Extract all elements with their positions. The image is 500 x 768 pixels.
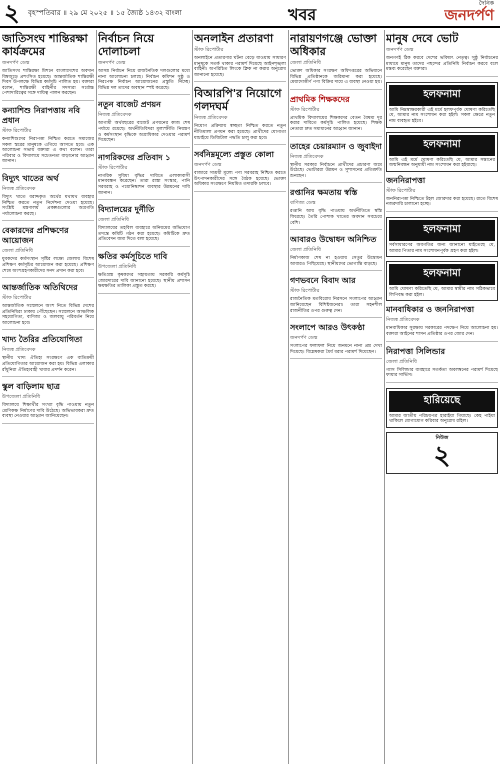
body-text: বিদ্যুৎ খাতে বরাদ্দকৃত অর্থের যথাযথ ব্যবহার নিশ্চিত করতে নতুন নির্দেশনা দেওয়া হয়েছে। সংশ্লিষ্ট মন্ত্রণালয় প্রকল্পগুলোর অগ্রগতি পর্যালোচনা করছে।	[2, 194, 94, 217]
byline: উপজেলা প্রতিনিধি	[2, 394, 41, 401]
logo-small: দৈনিক	[478, 0, 494, 7]
headline: সংলাপে আরও উৎকণ্ঠা	[290, 323, 365, 333]
body-text: বিদ্যালয়ের তহবিল ব্যবহারে অনিয়মের অভিযোগ তদন্তে কমিটি গঠন করা হয়েছে। কমিটিকে দ্রুত প্রতিবেদন জমা দিতে বলা হয়েছে।	[98, 226, 190, 243]
article	[98, 100, 190, 147]
body-text: জাতিসংঘ শান্তিরক্ষা মিশনে বাংলাদেশের অবদান বিশ্বজুড়ে প্রশংসিত হয়েছে। আন্তর্জাতিক শান্তিরক্ষী দিবস উপলক্ষে বিভিন্ন কর্মসূচি পালিত হয়। বক্তারা বলেন, শান্তিরক্ষী বাহিনীর সদস্যরা সর্বোচ্চ পেশাদারিত্বের সঙ্গে দায়িত্ব পালন করছেন।	[2, 69, 94, 97]
body-text: ভোক্তা অধিকার সংরক্ষণ অধিদপ্তরের অভিযানে বিভিন্ন প্রতিষ্ঠানকে জরিমানা করা হয়েছে। মেয়াদোত্তীর্ণ পণ্য বিক্রির দায়ে এ ব্যবস্থা নেওয়া হয়।	[290, 69, 382, 86]
article	[290, 323, 382, 359]
byline: নিজস্ব প্রতিবেদক	[386, 317, 420, 324]
byline: নিজস্ব প্রতিবেদক	[2, 185, 36, 192]
lost-ad	[386, 388, 498, 428]
headline: বিদ্যালয়ের দুর্নীতি	[98, 205, 155, 215]
column-4	[290, 30, 382, 764]
headline: জননিরাপত্তা	[386, 175, 426, 185]
logo-main: জনদর্পণ	[444, 6, 494, 24]
article	[98, 252, 190, 294]
notice-body: আমি নিম্নস্বাক্ষরকারী এই মর্মে হলফপূর্বক ঘোষণা করিতেছি যে, আমার নাম সংশোধন করা হইল। সকল ক্ষেত্রে নতুন নাম ব্যবহৃত হইবে।	[389, 107, 495, 124]
article	[98, 205, 190, 247]
column-2	[98, 30, 190, 764]
headline: প্রাথমিক শিক্ষকদের	[290, 94, 350, 104]
headline: খাদ্য তৈরির প্রতিযোগিতা	[2, 335, 83, 345]
headline: নারায়ণগঞ্জে ভোক্তা অধিকার	[290, 32, 377, 58]
headline: আন্তর্জাতিক অতিথিদের	[2, 283, 78, 293]
article	[2, 106, 94, 169]
article	[290, 142, 382, 184]
headline: কন্যাশিশু নিরাপত্তায় নবি প্রধান	[2, 105, 80, 125]
headline: বেকারদের প্রশিক্ষণের আয়োজন	[2, 226, 69, 246]
article	[386, 305, 498, 341]
headline: জাতিসংঘ শান্তিরক্ষা কার্যক্রমের	[2, 32, 88, 58]
body-text: প্রাথমিক বিদ্যালয়ের শিক্ষকদের বেতন বৈষম্য দূর করার দাবিতে কর্মসূচি পালিত হয়েছে। শিক্ষক নেতারা দ্রুত সমাধানের আহ্বান জানান।	[290, 115, 382, 132]
body-text: জনগণই ঠিক করবে দেশের ভবিষ্যৎ নেতৃত্ব। সুষ্ঠু নির্বাচনের মাধ্যমে মানুষ তাদের পছন্দের প্রতিনিধি নির্বাচন করবে বলে মন্তব্য করেছেন বক্তারা।	[386, 56, 498, 73]
byline: জেলা প্রতিনিধি	[98, 217, 129, 224]
article	[194, 150, 286, 192]
article	[290, 95, 382, 137]
body-text: যুবকদের কর্মসংস্থান সৃষ্টির লক্ষ্যে জেলায় বিশেষ প্রশিক্ষণ কর্মসূচির আয়োজন করা হয়েছে। প্রশিক্ষণ শেষে অংশগ্রহণকারীদের সনদ প্রদান করা হবে।	[2, 257, 94, 274]
byline: স্টাফ রিপোর্টার	[386, 187, 416, 194]
body-text: কন্যাশিশুদের নিরাপত্তা নিশ্চিত করতে সমাজের সকল স্তরের মানুষকে এগিয়ে আসতে হবে। এক আলোচনা সভায় বক্তারা এ কথা বলেন। তারা পরিবার ও বিদ্যালয়ে সচেতনতা বাড়ানোর আহ্বান জানান।	[2, 136, 94, 165]
headline: মানবাধিকার ও জননিরাপত্তা	[386, 305, 475, 315]
article	[2, 174, 94, 221]
headline: তাহের চেয়ারম্যান ও জুবাইদা	[290, 141, 382, 151]
headline: বিআরপি'র নিয়োগে গলদঘর্ম	[194, 87, 282, 114]
page-number: ২	[4, 0, 20, 27]
body-text: আসন্ন নির্বাচন নিয়ে রাজনৈতিক দলগুলোর মধ্যে নানা আলোচনা চলছে। নির্বাচন কমিশন সুষ্ঠু ও নিরপেক্ষ নির্বাচন আয়োজনের প্রস্তুতি নিচ্ছে। বিভিন্ন দল তাদের অবস্থান স্পষ্ট করেছে।	[98, 69, 190, 91]
byline: নিজস্ব প্রতিবেদক	[98, 112, 132, 119]
headline: নাগরিকদের প্রতিবাদ ১	[98, 152, 171, 162]
notice-title: হলফনামা	[389, 220, 495, 241]
byline: জেলা প্রতিনিধি	[386, 358, 417, 365]
body-text: সংলাপের ফলাফল নিয়ে জনমনে নানা প্রশ্ন দেখা দিয়েছে। বিশ্লেষকরা ধৈর্য ধরার পরামর্শ দিয়েছেন।	[290, 344, 382, 355]
byline: জনদর্পণ ডেস্ক	[98, 60, 126, 66]
byline: বাণিজ্য ডেস্ক	[290, 200, 316, 207]
body-text: নাগরিক সুবিধা বৃদ্ধির দাবিতে এলাকাবাসী মানববন্ধন করেছেন। তারা রাস্তা সংস্কার, পানি সরবরাহ ও পয়োনিষ্কাশন ব্যবস্থার উন্নয়নের দাবি জানান।	[98, 173, 190, 196]
notice-box	[386, 132, 498, 172]
article	[386, 32, 498, 77]
section-title: খবর	[288, 5, 317, 24]
article	[2, 283, 94, 330]
headline: স্কুল বাড়িলাম ছাত্র	[2, 382, 60, 392]
dateline: বৃহস্পতিবার ॥ ২৯ মে ২০২৫ ॥ ১৫ জ্যৈষ্ঠ ১৪৩২ বাংলা	[28, 9, 182, 17]
headline: গণভবনে বিবাদ আর	[290, 276, 356, 286]
headline: ক্ষতির কর্মসূচিতে দাবি	[98, 251, 168, 261]
byline: স্টাফ রিপোর্টার	[2, 127, 32, 134]
article	[290, 235, 382, 271]
headline: আবারও উদ্বোধন অনিশ্চিত	[290, 235, 377, 245]
body-text: ক্ষতিগ্রস্ত কৃষকদের সহায়তায় সরকারি কর্মসূচি জোরদারের দাবি জানানো হয়েছে। স্থানীয় প্রশাসন ক্ষয়ক্ষতির তালিকা প্রস্তুত করছে।	[98, 272, 190, 290]
column-divider	[384, 30, 385, 764]
body-text: বিদ্যালয়ে শিক্ষার্থীর সংখ্যা বৃদ্ধি পাওয়ায় নতুন শ্রেণিকক্ষ নির্মাণের দাবি উঠেছে। অভিভাবকরা দ্রুত ব্যবস্থা নেওয়ার আহ্বান জানিয়েছেন।	[2, 403, 94, 420]
column-divider	[96, 30, 97, 764]
body-text: আগামী অর্থবছরের বাজেট প্রণয়নের কাজ শেষ পর্যায়ে রয়েছে। অর্থনীতিবিদরা মূল্যস্ফীতি নিয়ন্ত্রণ ও কর্মসংস্থান বৃদ্ধিকে অগ্রাধিকার দেওয়ার পরামর্শ দিয়েছেন।	[98, 121, 190, 144]
article	[194, 87, 286, 145]
body-text: গ্যাস সিলিন্ডার ব্যবহারে সতর্কতা অবলম্বনের পরামর্শ দিয়েছে ফায়ার সার্ভিস।	[386, 367, 498, 379]
notice-title: হলফনামা	[389, 135, 495, 156]
article	[290, 276, 382, 318]
column-divider	[192, 30, 193, 764]
byline: জেলা প্রতিনিধি	[290, 247, 321, 254]
byline: জনদর্পণ ডেস্ক	[2, 60, 30, 66]
body-text: স্থানীয় সরকার নির্বাচনে প্রার্থীদের প্রচারণা জমে উঠেছে। ভোটাররা উন্নয়ন ও সুশাসনের প্রতিশ্রুতি শুনছেন।	[290, 162, 382, 179]
headline: নির্বাচন নিয়ে দোলাচলা	[98, 32, 154, 58]
headline: বিদ্যুৎ খাতের অর্থ	[2, 173, 59, 183]
headline: নতুন বাজেট প্রণয়ন	[98, 100, 161, 110]
byline: স্টাফ রিপোর্টার	[290, 288, 320, 295]
column-divider	[288, 30, 289, 764]
byline: স্টাফ রিপোর্টার	[194, 47, 224, 53]
notice-box	[386, 261, 498, 301]
masthead	[0, 0, 500, 28]
body-text: নির্মাণকাজ শেষ না হওয়ায় সেতুর উদ্বোধন আবারও পিছিয়েছে। স্থানীয়দের ভোগান্তি বাড়ছে।	[290, 256, 382, 267]
lost-ad-title: হারিয়েছে	[389, 391, 495, 412]
article	[2, 32, 94, 101]
byline: জনদর্পণ ডেস্ক	[194, 162, 222, 169]
byline: স্টাফ রিপোর্টার	[290, 106, 320, 113]
headline: সর্বনিম্নমূল্যে প্রস্তুত কোলা	[194, 150, 274, 160]
lost-ad-body: আমার জাতীয় পরিচয়পত্র হারাইয়া গিয়াছে। কেহ পাইয়া থাকিলে যোগাযোগ করিবার অনুরোধ রহিল।	[389, 413, 495, 425]
notice-title: হলফনামা	[389, 264, 495, 285]
body-text: জননিরাপত্তা নিশ্চিতে টহল জোরদার করা হয়েছে। রাতে বিশেষ নজরদারি চালানো হচ্ছে।	[386, 196, 498, 208]
byline: নিজস্ব প্রতিবেদক	[2, 347, 36, 354]
byline: উপজেলা প্রতিনিধি	[98, 263, 137, 270]
notice-body: আমি এই মর্মে ঘোষণা করিতেছি যে, আমার সন্তানের জন্মনিবন্ধন অনুযায়ী নাম সংশোধন করা হইয়াছে।	[389, 157, 495, 169]
body-text: বাজারে সাশ্রয়ী মূল্যে পণ্য সরবরাহ নিশ্চিত করতে উৎপাদনকারীদের সঙ্গে বৈঠক হয়েছে। ভোক্তা অধিকার সংরক্ষণে নিয়মিত তদারকি চলবে।	[194, 171, 286, 188]
body-text: আন্তর্জাতিক সম্মেলনে অংশ নিতে বিভিন্ন দেশের প্রতিনিধিরা ঢাকায় পৌঁছেছেন। সম্মেলনে আঞ্চলিক সহযোগিতা, বাণিজ্য ও জলবায়ু পরিবর্তন নিয়ে আলোচনা হবে।	[2, 304, 94, 326]
extras-label: নিউজ	[435, 434, 449, 441]
body-text: নিয়োগ প্রক্রিয়ায় স্বচ্ছতা নিশ্চিত করতে নতুন নীতিমালা প্রণয়ন করা হয়েছে। প্রার্থীদের যোগ্যতা যাচাইয়ে ডিজিটাল পদ্ধতি চালু করা হবে।	[194, 124, 286, 141]
extras-box	[386, 432, 498, 474]
article	[98, 32, 190, 95]
byline: স্টাফ রিপোর্টার	[2, 295, 32, 302]
headline: অনলাইন প্রতারণা	[194, 32, 274, 45]
body-text: মানবাধিকার সুরক্ষায় সরকারের পদক্ষেপ নিয়ে আলোচনা হয়। বক্তারা আইনের শাসন প্রতিষ্ঠার ওপর জোর দেন।	[386, 326, 498, 337]
body-text: রপ্তানি আয় বৃদ্ধি পাওয়ায় অর্থনীতিতে স্বস্তি ফিরেছে। তৈরি পোশাক খাতের অবদান সবচেয়ে বেশি।	[290, 209, 382, 226]
body-text: অনলাইনে প্রতারণার ঘটনা বেড়ে যাওয়ায় সাধারণ মানুষকে সতর্ক থাকার পরামর্শ দিয়েছে আইনশৃঙ্খলা বাহিনী। অপরিচিত লিংকে ক্লিক না করার অনুরোধ জানানো হয়েছে।	[194, 56, 286, 78]
notice-body: আমি ঘোষণা করিতেছি যে, আমার স্বামীর নাম সঠিকভাবে লিপিবদ্ধ করা হইল।	[389, 287, 495, 298]
byline: জেলা প্রতিনিধি	[2, 248, 33, 255]
notice-title: হলফনামা	[389, 85, 495, 106]
logo	[444, 1, 494, 23]
column-1	[2, 30, 94, 764]
headline: নিরাপত্তা সিলিন্ডার	[386, 346, 445, 356]
article	[290, 32, 382, 90]
article	[386, 347, 498, 383]
byline: স্টাফ রিপোর্টার	[98, 164, 128, 171]
notice-box	[386, 82, 498, 128]
headline: রপ্তানির ক্ষমতায় স্বস্তি	[290, 188, 358, 198]
byline: জনদর্পণ ডেস্ক	[386, 47, 414, 53]
column-5	[386, 30, 498, 764]
byline: জনদর্পণ ডেস্ক	[290, 335, 318, 342]
body-text: স্থানীয় খাদ্য ঐতিহ্য সংরক্ষণে এক ব্যতিক্রমী প্রতিযোগিতার আয়োজন করা হয়। বিভিন্ন এলাকার রাঁধুনিরা ঐতিহ্যবাহী খাবার প্রদর্শন করেন।	[2, 356, 94, 373]
article	[2, 382, 94, 424]
body-text: রাজনৈতিক মতবিরোধ নিরসনে সংলাপের আহ্বান জানিয়েছেন বিশিষ্টজনেরা। তারা সহনশীল রাজনীতির ওপর গুরুত্ব দেন।	[290, 297, 382, 314]
headline: মানুষ দেবে ভোট	[386, 32, 459, 45]
byline: জেলা প্রতিনিধি	[290, 60, 321, 66]
article	[2, 226, 94, 278]
article	[98, 153, 190, 200]
notice-body: সর্বসাধারণের অবগতির জন্য জানানো যাইতেছে যে, আমার পিতার নাম সংশোধনপূর্বক গ্রহণ করা হইল।	[389, 242, 495, 254]
notice-box	[386, 217, 498, 257]
byline: নিজস্ব প্রতিবেদক	[194, 115, 228, 122]
article	[386, 176, 498, 212]
column-3	[194, 30, 286, 764]
byline: নিজস্ব প্রতিবেদক	[290, 153, 324, 160]
extras-number: ২	[433, 440, 451, 471]
article	[194, 32, 286, 82]
article	[2, 335, 94, 377]
article	[290, 188, 382, 230]
